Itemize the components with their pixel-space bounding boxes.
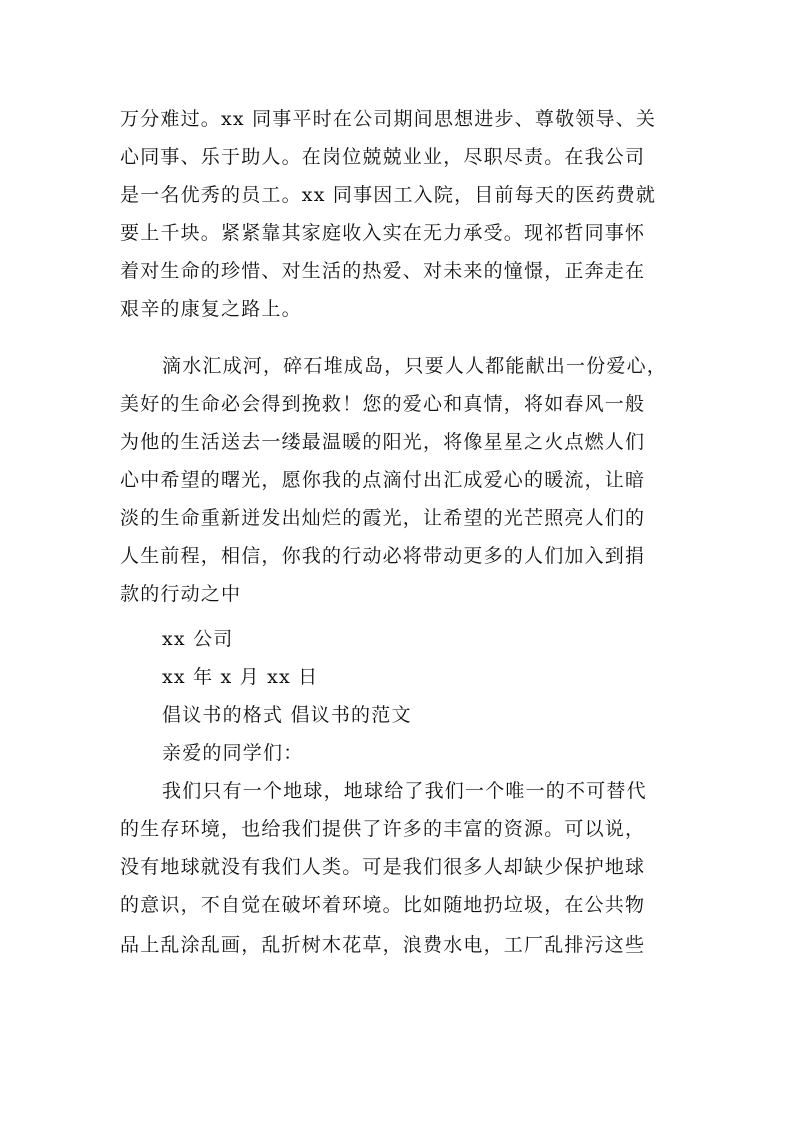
text-line: 万分难过。xx 同事平时在公司期间思想进步、尊敬领导、关 [120, 108, 657, 130]
text-line: 心中希望的曙光，愿你我的点滴付出汇成爱心的暖流，让暗 [120, 469, 646, 491]
text-line: 我们只有一个地球，地球给了我们一个唯一的不可替代 [162, 780, 647, 802]
text-line: 艰辛的康复之路上。 [120, 298, 302, 320]
section-title: 倡议书的格式 倡议书的范文 [162, 704, 412, 726]
text-line: 着对生命的珍惜、对生活的热爱、对未来的憧憬，正奔走在 [120, 260, 646, 282]
text-line: 滴水汇成河，碎石堆成岛，只要人人都能献出一份爱心， [162, 355, 668, 377]
signature-company: xx 公司 [162, 628, 234, 650]
text-line: 淡的生命重新迸发出灿烂的霞光，让希望的光芒照亮人们的 [120, 507, 646, 529]
text-line: 人生前程，相信，你我的行动必将带动更多的人们加入到捐 [120, 545, 646, 567]
text-line: 美好的生命必会得到挽救！您的爱心和真情，将如春风一般 [120, 393, 646, 415]
text-line: 的生存环境，也给我们提供了许多的丰富的资源。可以说， [120, 818, 646, 840]
text-line: 没有地球就没有我们人类。可是我们很多人却缺少保护地球 [120, 856, 646, 878]
text-line: 是一名优秀的员工。xx 同事因工入院，目前每天的医药费就 [120, 184, 657, 206]
salutation: 亲爱的同学们： [162, 742, 304, 764]
text-line: 品上乱涂乱画，乱折树木花草，浪费水电，工厂乱排污这些 [120, 934, 646, 956]
text-line: 心同事、乐于助人。在岗位兢兢业业，尽职尽责。在我公司 [120, 146, 646, 168]
signature-date: xx 年 x 月 xx 日 [162, 666, 319, 688]
text-line: 为他的生活送去一缕最温暖的阳光，将像星星之火点燃人们 [120, 431, 646, 453]
text-line: 要上千块。紧紧靠其家庭收入实在无力承受。现祁哲同事怀 [120, 222, 646, 244]
text-line: 款的行动之中 [120, 583, 242, 605]
text-line: 的意识，不自觉在破坏着环境。比如随地扔垃圾，在公共物 [120, 894, 646, 916]
